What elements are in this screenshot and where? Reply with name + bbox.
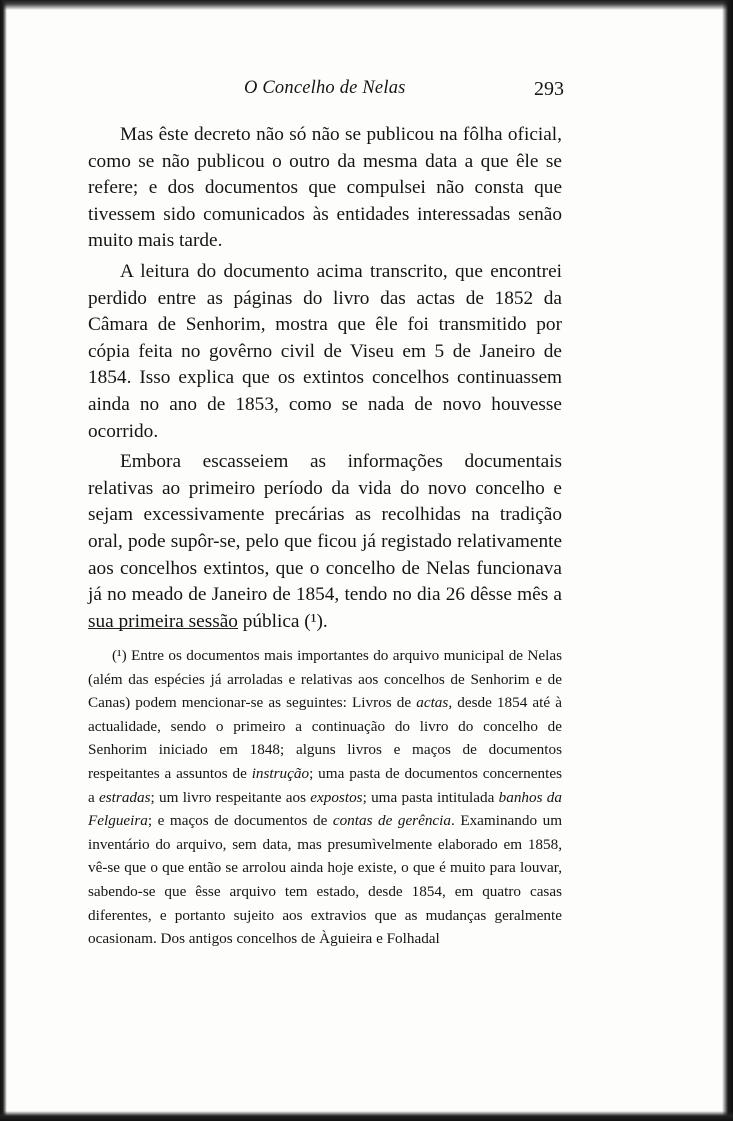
scan-edge-left	[0, 0, 7, 1121]
page-header	[88, 74, 564, 106]
footnote-text-2: , desde 1854 até à actualidade, sendo o primeiro a continuação do livro do concelho de Senhorim iniciado em 1848; alguns livros e maços de documentos respeitantes a assuntos de	[88, 694, 562, 782]
footnote-italic-banhos: banhos da Felgueira	[88, 788, 562, 830]
page-number: 293	[534, 78, 564, 100]
scan-edge-bottom	[0, 1111, 733, 1121]
footnote-marker: (¹)	[112, 647, 127, 664]
footnote-text-5: ; uma pasta intitulada	[362, 788, 499, 806]
footnote-italic-estradas: estradas	[99, 788, 151, 806]
footnote-italic-actas: actas	[416, 694, 449, 712]
scan-edge-top	[0, 0, 733, 10]
running-title: O Concelho de Nelas	[244, 78, 406, 98]
footnote-text-4: ; um livro respeitante aos	[150, 788, 311, 806]
paragraph-3: Embora escasseiem as informações documentais relativas ao primeiro período da vida do novo concelho e sejam excessivamente precárias as recolhidas na tradição oral, pode supôr-se, pelo que ficou já registado relativamente aos concelhos extintos, que o concelho de Nelas funcionava já no meado de Janeiro de 1854, tendo no dia 26 dêsse mês a sua primeira sessão pública (¹).	[88, 451, 562, 632]
footnote-text-1: Entre os documentos mais importantes do arquivo municipal de Nelas (além das espécies já arroladas e relativas aos concelhos de Senhorim e de Canas) podem mencionar-se as seguintes: Livros de	[88, 647, 562, 712]
footnote-italic-instrucao: instrução	[251, 764, 310, 782]
paragraph-1: Mas êste decreto não só não se publicou na fôlha oficial, como se não publicou o outro da mesma data a que êle se refere; e dos documentos que compulsei não consta que tivessem sido comunicados às entidades interessadas senão muito mais tarde.	[88, 124, 562, 252]
footnote-text-6: ; e maços de documentos de	[147, 812, 333, 830]
footnote-text-7: . Examinando um inventário do arquivo, sem data, mas presumìvelmente elaborado em 1858, vê-se que o que então se arrolou ainda hoje existe, o que é muito para louvar, sabendo-se que êsse arquivo tem estado, desde 1854, em quatro casas diferentes, e portanto sujeito aos extravios que as mudanças geralmente ocasionam. Dos antigos concelhos de Àguieira e Folhadal	[88, 812, 563, 948]
body-text	[88, 122, 562, 639]
scan-edge-right	[722, 0, 733, 1121]
footnote-italic-contas: contas de gerência	[332, 812, 451, 830]
footnote-text-3: ; uma pasta de documentos concernentes a	[88, 764, 562, 806]
paragraph-2: A leitura do documento acima transcrito, que encontrei perdido entre as páginas do livro das actas de 1852 da Câmara de Senhorim, mostra que êle foi transmitido por cópia feita no govêrno civil de Viseu em 5 de Janeiro de 1854. Isso explica que os extintos concelhos continuassem ainda no ano de 1853, como se nada de novo houvesse ocorrido.	[88, 260, 562, 442]
footnote-divider	[88, 628, 238, 629]
footnote	[88, 644, 562, 951]
footnote-italic-expostos: expostos	[310, 788, 363, 806]
